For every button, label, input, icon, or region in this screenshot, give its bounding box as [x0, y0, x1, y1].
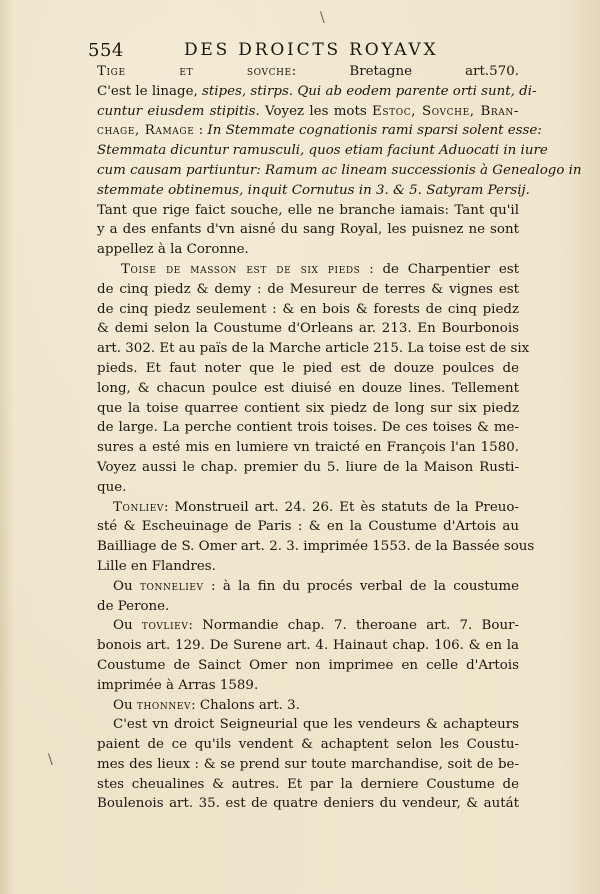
text-line: [97, 319, 519, 339]
text-run: long, & chacun poulce est diuisé en douze lines. Tellement: [97, 380, 519, 396]
text-line: [97, 121, 542, 141]
text-run: : de Charpentier est: [360, 261, 520, 277]
text-line: [97, 557, 519, 577]
text-run: sté & Escheuinage de Paris : & en la Coustume d'Artois au: [97, 519, 519, 535]
running-title: DES DROICTS ROYAVX: [184, 40, 439, 60]
body-text: [97, 62, 582, 814]
text-line: [97, 220, 519, 240]
text-run: Ou: [113, 697, 137, 713]
text-run: bonois art. 129. De Surene art. 4. Hainaut chap. 106. & en la: [97, 638, 519, 654]
text-line: [97, 181, 530, 201]
text-run: imprimée à Arras 1589.: [97, 677, 259, 693]
keyword-term: Tonliev: [113, 499, 164, 515]
text-run: mes des lieux : & se prend sur toute marchandise, soit de be-: [97, 756, 519, 772]
text-run: Tant que rige faict souche, elle ne branche iamais: Tant qu'il: [97, 202, 519, 218]
top-margin-mark: \: [320, 10, 325, 26]
keyword-term: tonneliev: [139, 578, 204, 594]
text-run: paient de ce qu'ils vendent & achaptent selon les Coustu-: [97, 737, 519, 753]
text-line: [97, 597, 519, 617]
text-run: Voyez aussi le chap. premier du 5. liure de la Maison Rusti-: [97, 459, 519, 475]
text-line: [97, 775, 519, 795]
text-run: Voyez les mots: [259, 103, 373, 119]
text-line: [97, 339, 530, 359]
text-line: [97, 240, 519, 260]
text-run: art. 302. Et au païs de la Marche article 215. La toise est de six: [97, 341, 530, 357]
text-line: [97, 399, 519, 419]
text-run: C'est le linage,: [97, 83, 203, 99]
text-line: [97, 755, 519, 775]
text-run: que.: [97, 479, 127, 495]
latin-quote: stipes, stirps. Qui ab eodem parente orti sunt, di-: [202, 83, 537, 99]
text-run: Bailliage de S. Omer art. 2. 3. imprimée 1553. de la Bassée sous: [97, 539, 535, 555]
text-line: [97, 478, 519, 498]
text-line: [97, 696, 519, 716]
text-line: [97, 161, 582, 181]
text-line: [97, 537, 535, 557]
text-run: Ou: [113, 618, 142, 634]
keyword-term: Toise de masson est de six pieds: [121, 261, 361, 277]
latin-quote: cuntur eiusdem stipitis.: [97, 103, 260, 119]
text-line: [97, 656, 519, 676]
text-run: de cinq piedz seulement : & en bois & forests de cinq piedz: [97, 301, 519, 317]
keyword-term: chage, Ramage: [97, 123, 195, 139]
text-line: [97, 616, 519, 636]
text-run: : Chalons art. 3.: [191, 697, 300, 713]
text-run: : Bretagne art.570.: [291, 64, 519, 79]
text-line: [97, 498, 519, 518]
text-run: C'est vn droict Seigneurial que les vendeurs & achapteurs: [113, 717, 519, 733]
latin-quote: stemmate obtinemus, inquit Cornutus in 3. & 5. Satyram Persij.: [97, 182, 530, 198]
keyword-term: Estoc, Sovche, Bran-: [372, 103, 519, 119]
text-line: [97, 735, 519, 755]
text-line: [97, 438, 519, 458]
text-run: pieds. Et faut noter que le pied est de douze poulces de: [97, 360, 519, 376]
text-line: [97, 379, 519, 399]
text-run: & demi selon la Coustume d'Orleans ar. 213. En Bourbonois: [97, 321, 519, 337]
keyword-term: thonnev: [136, 697, 192, 713]
text-line: [97, 141, 548, 161]
text-run: : à la fin du procés verbal de la coustume: [203, 578, 519, 594]
text-run: y a des enfants d'vn aisné du sang Royal, les puisnez ne sont: [97, 222, 519, 238]
text-run: de Perone.: [97, 598, 170, 614]
text-run: Lille en Flandres.: [97, 558, 216, 574]
text-run: sures a esté mis en lumiere vn traicté en François l'an 1580.: [97, 440, 519, 456]
text-line: [97, 676, 519, 696]
text-line: [97, 636, 519, 656]
text-line: [97, 300, 519, 320]
text-run: Coustume de Sainct Omer non imprimee en celle d'Artois: [97, 657, 519, 673]
latin-quote: In Stemmate cognationis rami sparsi solent esse:: [207, 123, 542, 139]
text-line: [97, 62, 519, 82]
text-line: [97, 715, 519, 735]
text-line: [97, 458, 519, 478]
text-line: [97, 577, 519, 597]
keyword-term: tovliev: [141, 618, 189, 634]
latin-quote: Stemmata dicuntur ramusculi, quos etiam faciunt Aduocati in iure: [97, 143, 548, 159]
text-run: appellez à la Coronne.: [97, 242, 249, 258]
text-line: [97, 280, 519, 300]
text-run: : Normandie chap. 7. theroane art. 7. Bour-: [188, 618, 520, 634]
page-number: 554: [88, 40, 124, 61]
text-run: de cinq piedz & demy : de Mesureur de terres & vignes est: [97, 281, 519, 297]
text-line: [97, 359, 519, 379]
text-line: [97, 201, 519, 221]
text-line: [97, 517, 519, 537]
text-line: [97, 418, 519, 438]
text-run: stes cheualines & autres. Et par la derniere Coustume de: [97, 776, 519, 792]
text-line: [97, 794, 519, 814]
text-run: que la toise quarree contient six piedz de long sur six piedz: [97, 400, 519, 416]
left-margin-mark: \: [48, 752, 53, 768]
latin-quote: cum causam partiuntur: Ramum ac lineam successionis à Genealogo in: [97, 162, 582, 178]
text-run: : Monstrueil art. 24. 26. Et ès statuts de la Preuo-: [164, 499, 519, 515]
text-line: [97, 260, 519, 280]
text-run: de large. La perche contient trois toises. De ces toises & me-: [97, 420, 519, 436]
text-line: [97, 102, 519, 122]
page-header: [88, 40, 528, 64]
text-run: :: [194, 123, 208, 139]
text-line: [97, 82, 537, 102]
text-run: Boulenois art. 35. est de quatre deniers du vendeur, & autát: [97, 796, 519, 812]
keyword-term: Tige et sovche: [97, 64, 292, 79]
text-run: Ou: [113, 578, 140, 594]
